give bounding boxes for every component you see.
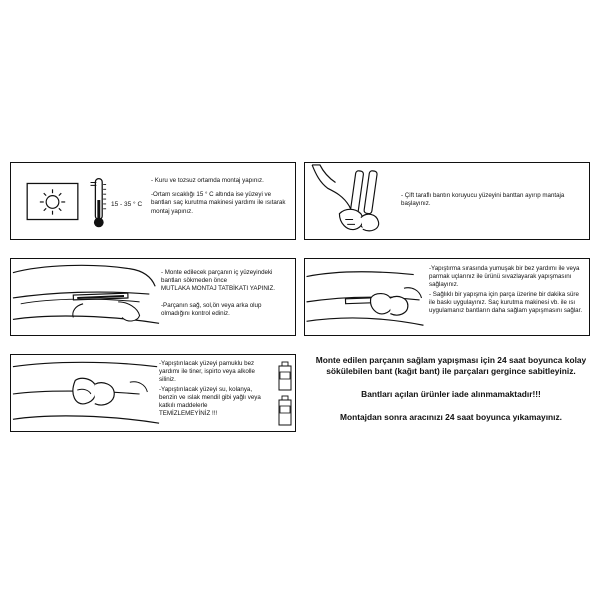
chemical-bottle-icons <box>277 361 293 427</box>
panel2-text <box>401 192 583 209</box>
note-no-returns: Bantları açılan ürünler iade alınmamaktadır!!! <box>361 388 541 399</box>
panel3-text <box>161 269 291 319</box>
thermometer-icon <box>91 179 107 228</box>
note-fixing: Monte edilen parçanın sağlam yapışması için 24 saat boyunca kolay sökülebilen bant (kağıt bant) ile parçaları gergince sabitleyiniz. <box>315 355 587 376</box>
panel4-line2: - Sağlıklı bir yapışma için parça üzerine bir dakika süre ile baskı uygulayınız. Saç kurutma makinesi vb. ile ısı uygulamanız bantların daha sağlam yapışmasını sağlar. <box>429 290 583 314</box>
important-notes <box>310 355 592 435</box>
panel1-line2: -Ortam sıcaklığı 15 ° C altında ise yüzeyi ve bantları saç kurutma makinesi yardımı ile ısıtarak montaj yapınız. <box>151 191 286 215</box>
panel2-line1: - Çift taraflı bantın koruyucu yüzeyini banttan ayırıp mantaja başlayınız. <box>401 192 565 208</box>
panel5-line2: -Yapıştırılacak yüzeyi su, kolanya, benzin ve ıslak mendil gibi yağlı veya katkılı maddelerle <box>159 385 261 409</box>
panel4-line1: -Yapıştırma sırasında yumuşak bir bez yardımı ile veya parmak uçlarınız ile ürünü sıvazlayarak yapışmasını sağlayınız. <box>429 265 580 289</box>
panel1-text <box>151 177 291 217</box>
panel1-line1: - Kuru ve tozsuz ortamda montaj yapınız. <box>151 177 264 184</box>
thermo-label: 15 - 35 ° C <box>111 201 143 208</box>
panel5-text <box>159 360 271 419</box>
note-no-washing: Montajdan sonra aracınızı 24 saat boyunca yıkamayınız. <box>339 411 562 422</box>
hands-tape-illustration <box>305 163 405 239</box>
hand-press-illustration <box>305 259 425 335</box>
panel3-line1b: MUTLAKA MONTAJ TATBİKATI YAPINIZ. <box>161 285 276 293</box>
panel5-line1: -Yapıştırılacak yüzeyi pamuklu bez yardımı ile tiner, ispirto veya alkolle siliniz. <box>159 360 255 384</box>
panel3-line2: -Parçanın sağ, sol,ön veya arka olup olmadığını kontrol ediniz. <box>161 301 262 317</box>
wipe-surface-illustration <box>11 355 161 431</box>
panel-remove-liner <box>304 162 590 240</box>
door-part-illustration <box>11 259 161 335</box>
panel-test-fit <box>10 258 296 336</box>
panel4-text <box>429 265 585 316</box>
panel-weather-conditions <box>10 162 296 240</box>
panel5-line2b: TEMİZLEMEYİNİZ !!! <box>159 410 218 418</box>
panel3-line1: - Monte edilecek parçanın iç yüzeyindeki bantları sökmeden önce <box>161 269 273 285</box>
panel-press-apply <box>304 258 590 336</box>
panel-clean-surface <box>10 354 296 432</box>
